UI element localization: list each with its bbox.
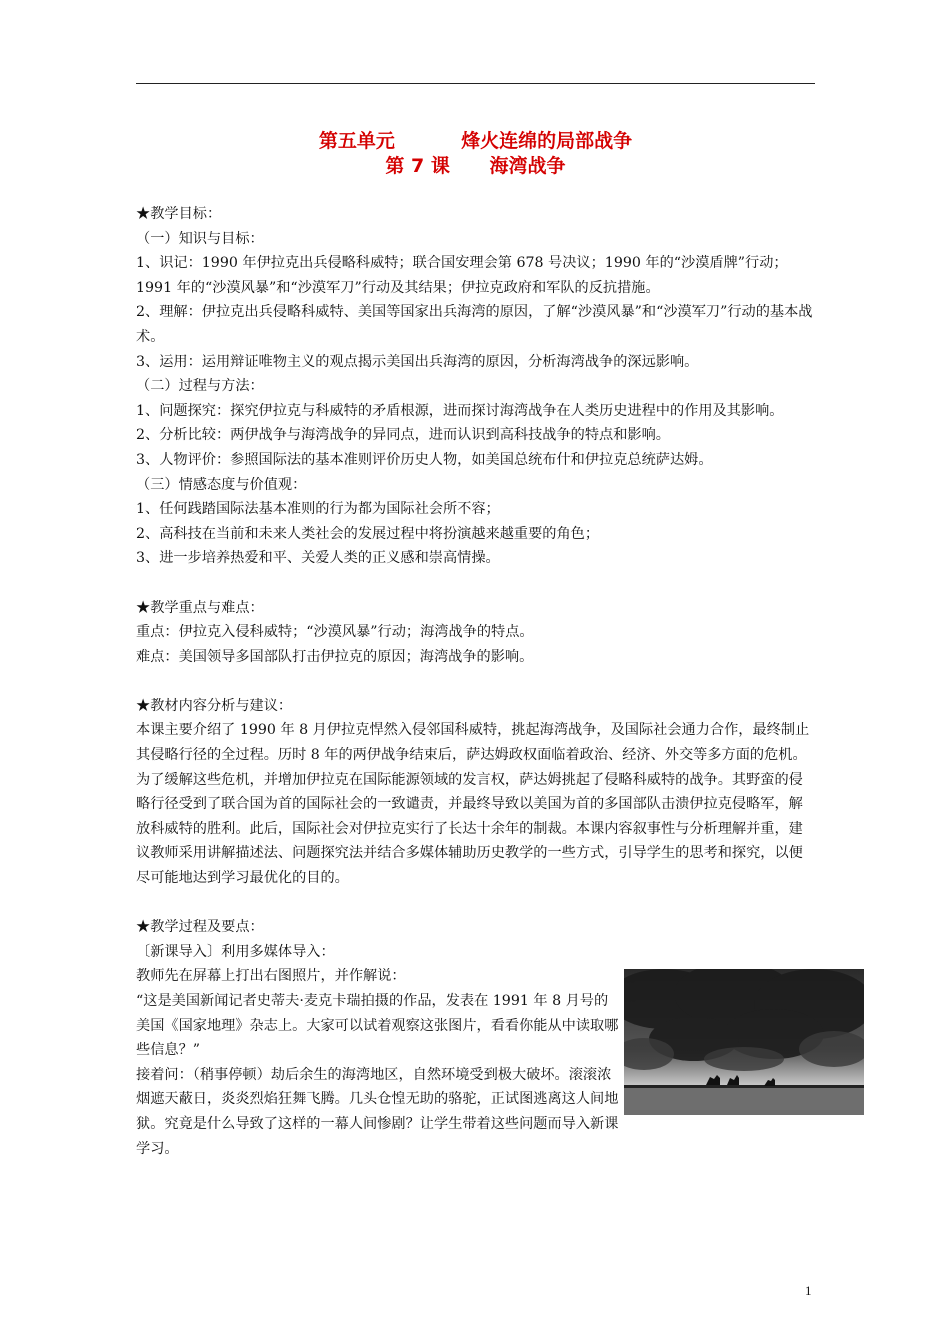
process-item-3: 3、人物评价：参照国际法的基本准则评价历史人物，如美国总统布什和伊拉克总统萨达姆。	[136, 451, 713, 468]
intro-teacher: 教师先在屏幕上打出右图照片，并作解说：	[136, 968, 406, 985]
intro-quote: “这是美国新闻记者史蒂夫·麦克卡瑞拍摄的作品，发表在 1991 年 8 月号的美国《国家地理》杂志上。大家可以试着观察这张图片，看看你能从中读取哪些信息？”	[136, 993, 619, 1059]
header-rule	[136, 83, 815, 84]
knowledge-item-1: 1、识记：1990 年伊拉克出兵侵略科威特；联合国安理会第 678 号决议；1990 年的“沙漠盾牌”行动；1991 年的“沙漠风暴”和“沙漠军刀”行动及其结果；伊拉克政府和军队的反抗措施。	[136, 255, 788, 296]
knowledge-heading: （一）知识与目标：	[136, 230, 264, 247]
attitude-item-3: 3、进一步培养热爱和平、关爱人类的正义感和崇高情操。	[136, 550, 500, 567]
knowledge-item-2: 2、理解：伊拉克出兵侵略科威特、美国等国家出兵海湾的原因，了解“沙漠风暴”和“沙漠军刀”行动的基本战术。	[136, 304, 813, 345]
analysis-paragraph: 本课主要介绍了 1990 年 8 月伊拉克悍然入侵邻国科威特，挑起海湾战争，及国际社会通力合作，最终制止其侵略行径的全过程。历时 8 年的两伊战争结束后，萨达姆政权面临着政治、经济、外交等多方面的危机。为了缓解这些危机，并增加伊拉克在国际能源领域的发言权，萨达姆挑起了侵略科威特的战争。其野蛮的侵略行径受到了联合国为首的国际社会的一致谴责，并最终导致以美国为首的多国部队击溃伊拉克侵略军，解放科威特的胜利。此后，国际社会对伊拉克实行了长达十余年的制裁。本课内容叙事性与分析理解并重，建议教师采用讲解描述法、问题探究法并结合多媒体辅助历史教学的一些方式，引导学生的思考和探究，以便尽可能地达到学习最优化的目的。	[136, 722, 810, 887]
process-item-1: 1、问题探究：探究伊拉克与科威特的矛盾根源，进而探讨海湾战争在人类历史进程中的作用及其影响。	[136, 402, 784, 419]
intro-followup: 接着问：（稍事停顿）劫后余生的海湾地区，自然环境受到极大破坏。滚滚浓烟遮天蔽日，炎炎烈焰狂舞飞腾。几头仓惶无助的骆驼，正试图逃离这人间地狱。究竟是什么导致了这样的一幕人间惨剧？让学生带着这些问题而导入新课学习。	[136, 1066, 619, 1157]
attitude-item-1: 1、任何践踏国际法基本准则的行为都为国际社会所不容；	[136, 501, 500, 518]
focus-key-point: 重点：伊拉克入侵科威特；“沙漠风暴”行动；海湾战争的特点。	[136, 624, 534, 641]
process-heading: （二）过程与方法：	[136, 378, 264, 395]
intro-line: 〔新课导入〕利用多媒体导入：	[136, 943, 335, 960]
attitude-heading: （三）情感态度与价值观：	[136, 476, 307, 493]
unit-title: 第五单元 烽火连绵的局部战争	[318, 130, 633, 152]
photo-illustration	[624, 969, 864, 1115]
gulf-war-smoke-photo	[624, 969, 864, 1115]
knowledge-item-3: 3、运用：运用辩证唯物主义的观点揭示美国出兵海湾的原因，分析海湾战争的深远影响。	[136, 353, 699, 370]
process-item-2: 2、分析比较：两伊战争与海湾战争的异同点，进而认识到高科技战争的特点和影响。	[136, 427, 670, 444]
spacer	[136, 891, 815, 916]
goals-heading: ★教学目标：	[136, 206, 222, 222]
attitude-item-2: 2、高科技在当前和未来人类社会的发展过程中将扮演越来越重要的角色；	[136, 525, 600, 542]
procedure-heading: ★教学过程及要点：	[136, 919, 264, 936]
focus-heading: ★教学重点与难点：	[136, 599, 264, 616]
analysis-heading: ★教材内容分析与建议：	[136, 697, 293, 714]
spacer	[136, 571, 815, 596]
lesson-title: 第 7 课 海湾战争	[385, 155, 566, 177]
page-number: 1	[805, 1283, 812, 1298]
focus-difficult-point: 难点：美国领导多国部队打击伊拉克的原因；海湾战争的影响。	[136, 648, 534, 665]
spacer	[136, 669, 815, 694]
